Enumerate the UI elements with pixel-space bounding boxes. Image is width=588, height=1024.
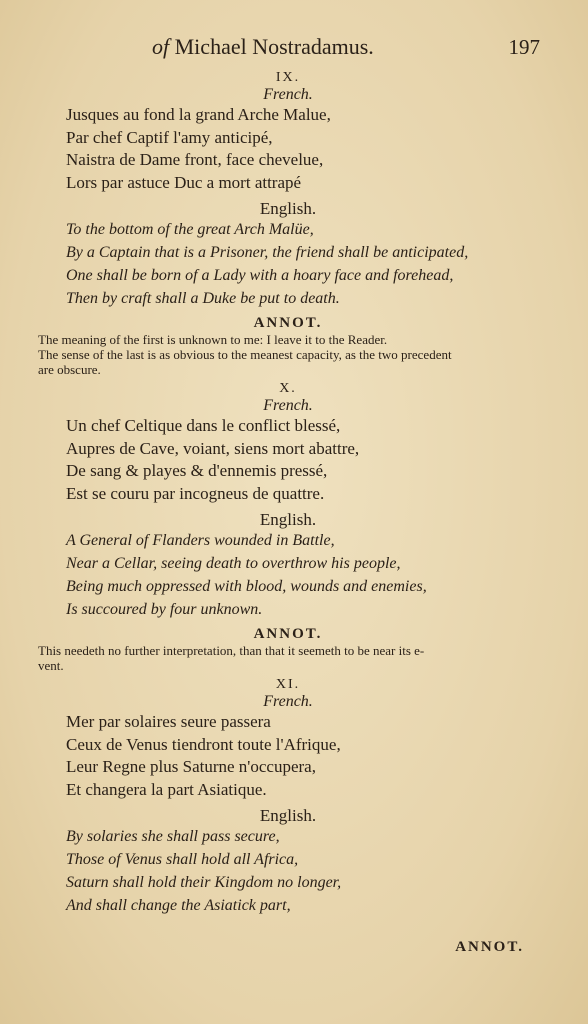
quatrain-number: XI. (275, 677, 301, 692)
french-line: Jusques au fond la grand Arche Malue, (66, 105, 331, 124)
french-line: Ceux de Venus tiendront toute l'Afrique, (66, 734, 341, 754)
english-heading: English. (259, 199, 317, 218)
french-heading: French. (263, 86, 313, 103)
annotation-text (38, 643, 538, 673)
french-line: Est se couru par incogneus de quattre. (66, 483, 325, 503)
quatrain-section-x (38, 381, 538, 673)
french-heading: French. (263, 397, 313, 414)
french-line: Un chef Celtique dans le conflict blessé, (66, 416, 341, 435)
french-heading: French. (263, 693, 313, 710)
english-line: Near a Cellar, seeing death to overthrow his people, (66, 555, 401, 572)
quatrain-section-xi (38, 677, 538, 917)
english-line: Being much oppressed with blood, wounds and enemies, (66, 578, 427, 595)
english-line: By a Captain that is a Prisoner, the friend shall be anticipated, (66, 244, 469, 261)
french-line: Leur Regne plus Saturne n'occupera, (66, 757, 316, 776)
annot-heading: ANNOT. (253, 315, 323, 331)
french-line: De sang & playes & d'ennemis pressé, (66, 461, 328, 480)
french-line: Aupres de Cave, voiant, siens mort abattre, (66, 438, 360, 458)
running-header (0, 34, 588, 68)
english-line: By solaries she shall pass secure, (66, 828, 280, 845)
title-rest: Michael Nostradamus. (174, 34, 374, 59)
annotation-line: are obscure. (38, 362, 101, 377)
title-prefix: of (152, 34, 170, 59)
english-heading: English. (259, 510, 317, 529)
annot-heading: ANNOT. (253, 626, 323, 642)
annotation-line: This needeth no further interpretation, than that it seemeth to be near its e- (38, 643, 425, 658)
annotation-line: The sense of the last is as obvious to the meanest capacity, as the two precedent (38, 347, 452, 362)
english-line: One shall be born of a Lady with a hoary face and forehead, (66, 267, 454, 284)
quatrain-number: X. (279, 381, 297, 396)
annotation-line: vent. (38, 658, 64, 673)
catchword-annot: ANNOT. (455, 939, 524, 955)
english-line: To the bottom of the great Arch Malüe, (66, 221, 314, 238)
page-number: 197 (508, 35, 540, 59)
annotation-line: The meaning of the first is unknown to me: I leave it to the Reader. (38, 332, 388, 347)
french-line: Lors par astuce Duc a mort attrapé (66, 172, 302, 192)
quatrain-section-ix (38, 70, 538, 377)
french-line: Par chef Captif l'amy anticipé, (66, 127, 273, 147)
english-line: A General of Flanders wounded in Battle, (66, 532, 335, 549)
running-title (152, 34, 374, 60)
french-line: Mer par solaires seure passera (66, 712, 271, 731)
quatrain-number: IX. (275, 70, 301, 85)
annotation-text (38, 332, 538, 377)
english-line: And shall change the Asiatick part, (66, 897, 291, 914)
french-line: Naistra de Dame front, face chevelue, (66, 150, 324, 169)
english-line: Those of Venus shall hold all Africa, (66, 851, 299, 868)
english-line: Is succoured by four unknown. (66, 601, 263, 618)
french-line: Et changera la part Asiatique. (66, 779, 267, 799)
page-content (38, 70, 538, 917)
english-line: Then by craft shall a Duke be put to death. (66, 290, 340, 307)
english-heading: English. (259, 806, 317, 825)
english-line: Saturn shall hold their Kingdom no longer, (66, 874, 342, 891)
